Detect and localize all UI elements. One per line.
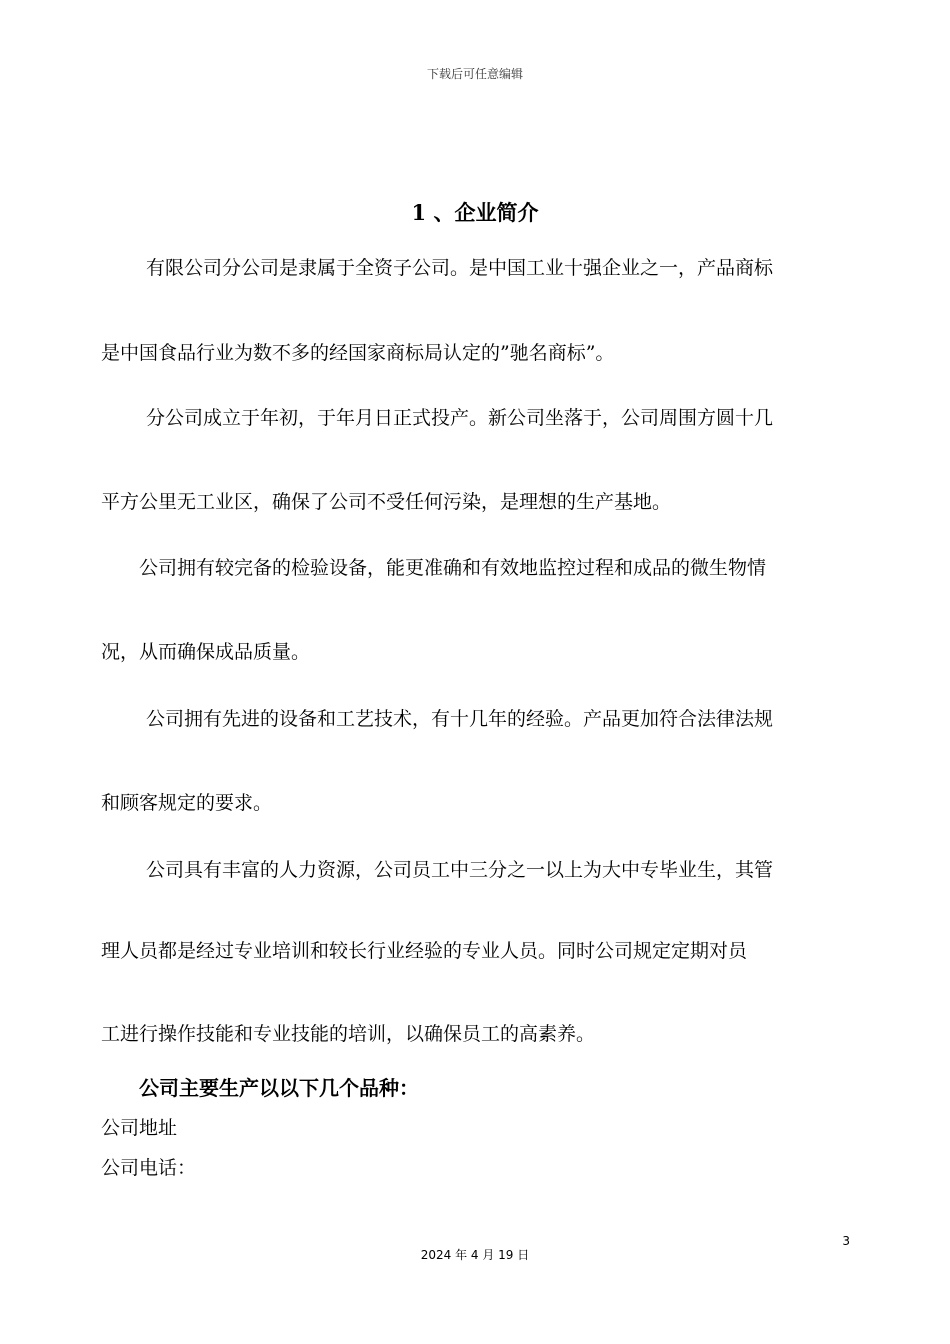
page-header-note: 下载后可任意编辑 bbox=[426, 67, 523, 81]
paragraph-line: 况，从而确保成品质量。 bbox=[101, 641, 311, 663]
paragraph-line: 分公司成立于年初，于年月日正式投产。新公司坐落于，公司周围方圆十几 bbox=[146, 407, 774, 429]
document-title: 1 、企业简介 bbox=[411, 200, 539, 225]
paragraph-line: 公司拥有较完备的检验设备，能更准确和有效地监控过程和成品的微生物情 bbox=[139, 557, 767, 579]
company-address-label: 公司地址 bbox=[101, 1117, 178, 1139]
paragraph-line: 公司具有丰富的人力资源，公司员工中三分之一以上为大中专毕业生，其管 bbox=[146, 859, 774, 881]
page-number: 3 bbox=[842, 1234, 850, 1248]
paragraph-line: 公司拥有先进的设备和工艺技术，有十几年的经验。产品更加符合法律法规 bbox=[146, 708, 774, 730]
paragraph-line: 是中国食品行业为数不多的经国家商标局认定的”驰名商标”。 bbox=[101, 342, 615, 364]
company-phone-label: 公司电话： bbox=[101, 1157, 197, 1179]
paragraph-line: 和顾客规定的要求。 bbox=[101, 792, 273, 814]
paragraph-line: 平方公里无工业区，确保了公司不受任何污染，是理想的生产基地。 bbox=[101, 491, 672, 513]
paragraph-line: 工进行操作技能和专业技能的培训，以确保员工的高素养。 bbox=[101, 1023, 596, 1045]
paragraph-line: 理人员都是经过专业培训和较长行业经验的专业人员。同时公司规定定期对员 bbox=[101, 940, 748, 962]
paragraph-line: 有限公司分公司是隶属于全资子公司。是中国工业十强企业之一，产品商标 bbox=[146, 257, 774, 279]
footer-date: 2024 年 4 月 19 日 bbox=[420, 1248, 530, 1262]
products-subheading: 公司主要生产以以下几个品种： bbox=[139, 1076, 419, 1100]
